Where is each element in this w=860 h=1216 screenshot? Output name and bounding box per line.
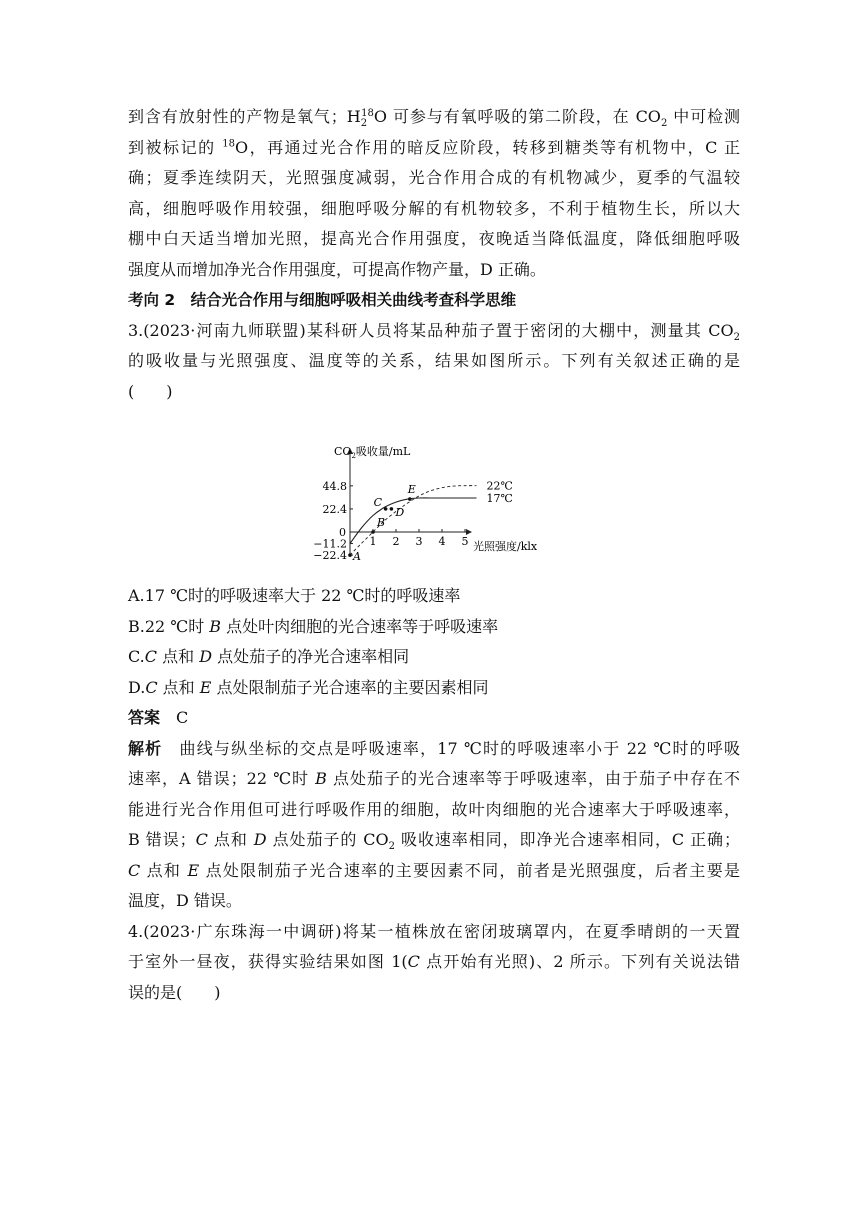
x-tick-label: 2 [392, 535, 400, 548]
series-label: 22℃ [486, 479, 513, 493]
analysis-line: 温度，D 错误。 [128, 891, 242, 910]
x-tick-label: 5 [461, 535, 469, 548]
y-tick-label: 44.8 [322, 479, 347, 493]
section-heading: 考向 2 结合光合作用与细胞呼吸相关曲线考查科学思维 [128, 291, 517, 309]
option-c: C.C 点和 D 点处茄子的净光合速率相同 [128, 647, 410, 666]
question-3-body [128, 581, 740, 1008]
question-4-line: 4.(2023·广东珠海一中调研)将某一植株放在密闭玻璃罩内，在夏季晴朗的一天置 [128, 921, 740, 941]
analysis-line: 速率，A 错误；22 ℃时 B 点处茄子的光合速率等于呼吸速率，由于茄子中存在不 [128, 769, 740, 788]
point-label: A [353, 550, 361, 564]
analysis-line: 解析 曲线与纵坐标的交点是呼吸速率，17 ℃时的呼吸速率小于 22 ℃时的呼吸 [128, 738, 740, 758]
option-d: D.C 点和 E 点处限制茄子光合速率的主要因素相同 [128, 677, 489, 697]
x-tick-label: 4 [438, 535, 446, 548]
point-label: C [373, 495, 383, 509]
question-4-line: 于室外一昼夜，获得实验结果如图 1(C 点开始有光照)、2 所示。下列有关说法错 [128, 952, 740, 971]
point-marker [408, 497, 412, 501]
y-tick-label: −22.4 [313, 549, 347, 563]
analysis-line: 能进行光合作用但可进行呼吸作用的细胞，故叶肉细胞的光合速率大于呼吸速率， [128, 799, 740, 819]
text-line: 到含有放射性的产物是氧气；$H_2^{18}O$ 可参与有氧呼吸的第二阶段，在 $CO_2$ 中可检测 [128, 107, 740, 130]
text-line: 到被标记的 $^{18}$O，再通过光合作用的暗反应阶段，转移到糖类等有机物中，C 正 [128, 137, 740, 157]
x-tick-label: 3 [415, 535, 423, 548]
text-line: 高，细胞呼吸作用较强，细胞呼吸分解的有机物较多，不利于植物生长，所以大 [128, 198, 740, 218]
point-label: B [377, 516, 386, 529]
point-label: D [395, 505, 405, 519]
y-tick-label: −11.2 [313, 537, 347, 551]
question-3-line: 3.(2023·河南九师联盟)某科研人员将某品种茄子置于密闭的大棚中，测量其 $CO_2$ [128, 320, 740, 343]
question-3-line: 的吸收量与光照强度、温度等的关系，结果如图所示。下列有关叙述正确的是 [128, 351, 740, 370]
text-line: 强度从而增加净光合作用强度，可提高作物产量，D 正确。 [128, 259, 546, 279]
point-marker [390, 507, 394, 511]
option-a: A.17 ℃时的呼吸速率大于 22 ℃时的呼吸速率 [128, 586, 461, 605]
question-4-line: 误的是( ) [128, 982, 221, 1002]
text-line: 确；夏季连续阴天，光照强度减弱，光合作用合成的有机物减少，夏季的气温较 [128, 168, 740, 187]
option-b: B.22 ℃时 B 点处叶肉细胞的光合速率等于呼吸速率 [128, 616, 499, 636]
answer-line: 答案 C [128, 708, 189, 727]
analysis-line: C 点和 E 点处限制茄子光合速率的主要因素不同，前者是光照强度，后者主要是 [128, 860, 740, 880]
y-tick-label: 22.4 [322, 502, 347, 516]
co2-absorption-chart [300, 440, 570, 574]
point-marker [384, 507, 388, 511]
point-label: E [407, 483, 416, 497]
chart-svg [300, 440, 570, 570]
question-3-bracket: ( ) [128, 381, 173, 401]
x-tick-label: 1 [369, 535, 377, 548]
x-axis-label: 光照强度/klx [473, 540, 538, 553]
point-marker [348, 553, 352, 557]
paragraph-explanation [128, 102, 740, 407]
text-line: 棚中白天适当增加光照，提高光合作用强度，夜晚适当降低温度，降低细胞呼吸 [128, 229, 740, 248]
y-tick-label: 0 [339, 526, 346, 539]
y-axis-label: $CO_2$吸收量/mL [334, 445, 411, 460]
point-marker [371, 530, 375, 534]
series-label: 17℃ [486, 492, 513, 506]
analysis-line: B 错误；C 点和 D 点处茄子的 $CO_2$ 吸收速率相同，即净光合速率相同，C 正确； [128, 830, 740, 853]
